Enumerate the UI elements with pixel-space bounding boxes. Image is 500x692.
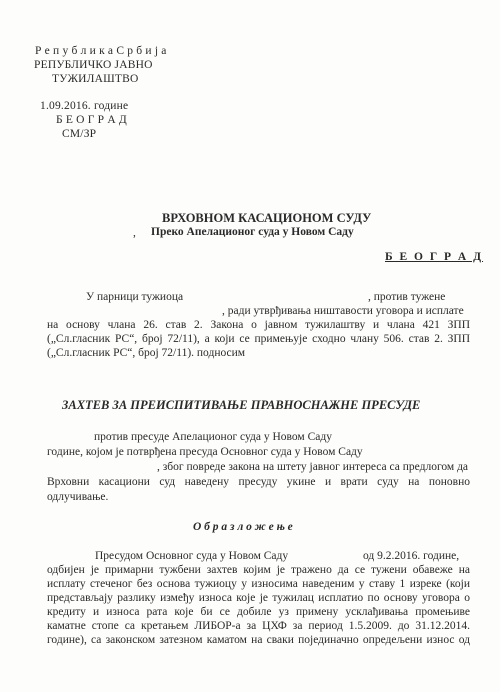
reasoning-line1a: Пресудом Основног суда у Новом Саду xyxy=(95,550,289,562)
addressee-marker: , xyxy=(133,227,136,239)
header-city: Б Е О Г Р А Д xyxy=(56,114,127,126)
request-line5: одлучивање. xyxy=(47,491,109,503)
intro-line3: на основу члана 26. став 2. Закона о јавном тужилаштву и члана 421 ЗПП xyxy=(47,319,470,331)
intro-line1a: У парници тужиоца xyxy=(86,291,184,303)
addressee-via: Преко Апелационог суда у Новом Саду xyxy=(151,226,354,238)
reasoning-line6: каматне стопе са кретањем ЛИБОР-а за ЦХФ за период 1.5.2009. до 31.12.2014. xyxy=(47,620,470,632)
reasoning-line5: кредиту и износа рата које би се добиле уз примену усклађивања промењиве xyxy=(47,606,470,618)
intro-line2: , ради утврђивања ништавости уговора и исплате xyxy=(222,305,464,317)
request-line1: против пресуде Апелационог суда у Новом Саду xyxy=(94,431,332,443)
office-name-line1: РЕПУБЛИЧКО ЈАВНО xyxy=(34,59,153,71)
reasoning-line7: године), са законском затезном каматом на сваки појединачно опредељени износ од xyxy=(47,634,470,646)
reasoning-line2: одбијен је примарни тужбени захтев којим је тражено да се тужени обавеже на xyxy=(47,564,470,576)
intro-line4: („Сл.гласник РС“, број 72/11), а који се примењује сходно члану 506. став 2. ЗПП xyxy=(47,333,470,345)
document-date: 1.09.2016. године xyxy=(40,100,129,112)
reasoning-line3: исплату стеченог без основа тужиоцу у износима наведеним у ставу 1 изреке (који xyxy=(47,578,470,590)
addressee-city: Б Е О Г Р А Д xyxy=(385,251,484,263)
country-label: Р е п у б л и к а С р б и ј а xyxy=(35,45,167,57)
request-line2: године, којом је потврђена пресуда Основног суда у Новом Саду xyxy=(47,446,363,458)
reasoning-line4: представљају разлику између износа које је тужилац исплатио по основу уговора о xyxy=(47,592,470,604)
reference-number: СМ/ЗР xyxy=(62,128,97,140)
intro-line5: („Сл.гласник РС“, број 72/11). подносим xyxy=(47,347,246,359)
reasoning-line1b: од 9.2.2016. године, xyxy=(363,550,460,562)
addressee-court: ВРХОВНОМ КАСАЦИОНОМ СУДУ xyxy=(162,211,372,225)
reasoning-title: О б р а з л о ж е њ е xyxy=(193,521,293,533)
intro-line1b: , против тужене xyxy=(368,291,446,303)
request-title: ЗАХТЕВ ЗА ПРЕИСПИТИВАЊЕ ПРАВНОСНАЖНЕ ПРЕСУДЕ xyxy=(62,398,421,412)
office-name-line2: ТУЖИЛАШТВО xyxy=(52,73,139,85)
request-line3: , због повреде закона на штету јавног интереса са предлогом да xyxy=(157,461,469,473)
request-line4: Врховни касациони суд наведену пресуду укине и врати суду на поновно xyxy=(47,476,470,488)
